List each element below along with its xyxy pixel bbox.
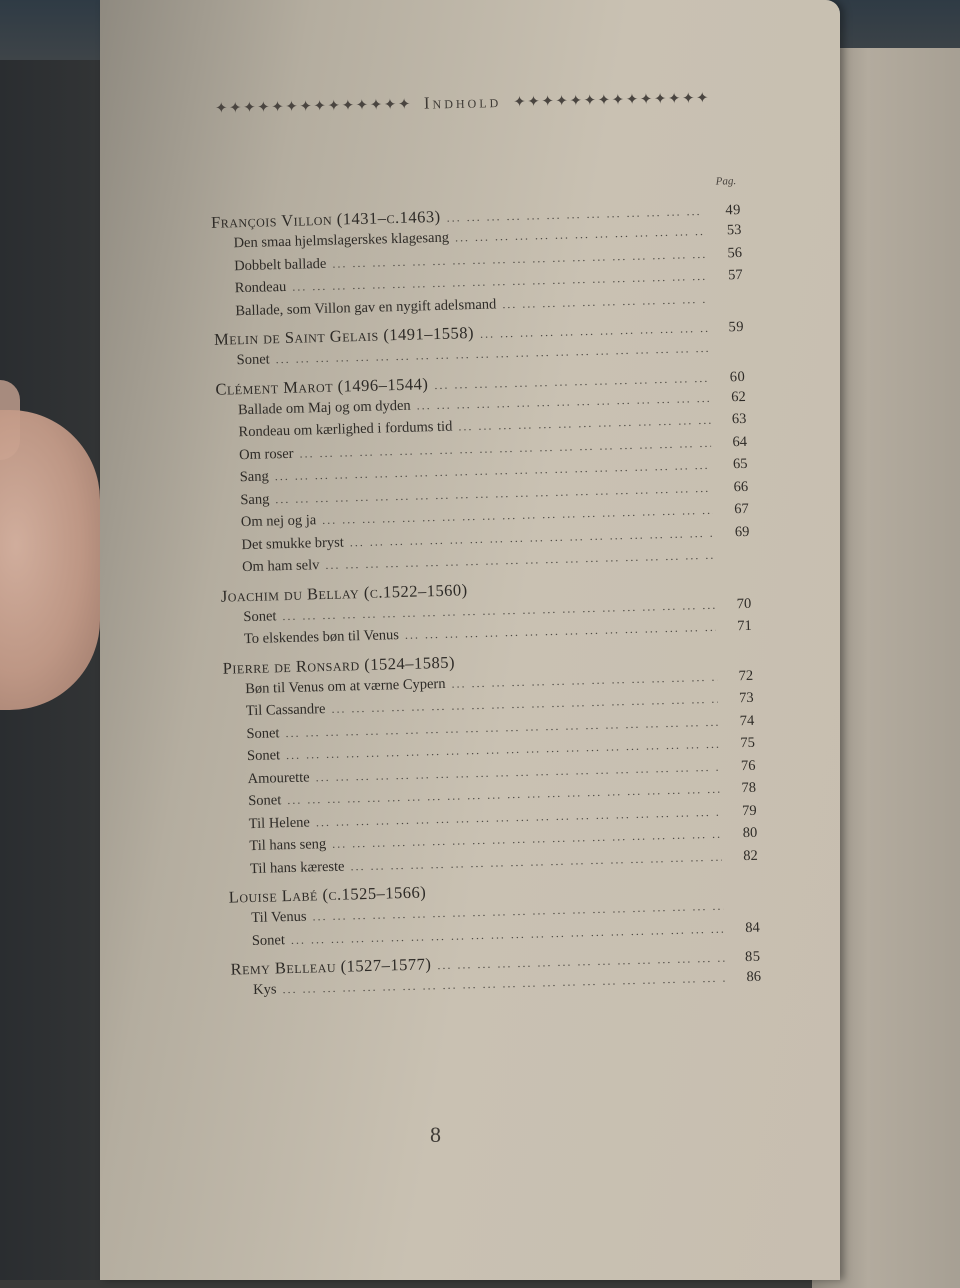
page-ref: 71 bbox=[737, 617, 753, 635]
poem-title: Til hans seng bbox=[249, 836, 327, 855]
page-ref: 60 bbox=[729, 368, 746, 385]
author-name: Pierre de Ronsard (1524–1585) bbox=[222, 652, 456, 678]
page-ref: 49 bbox=[725, 201, 742, 219]
dot-leader bbox=[446, 204, 705, 226]
poem-title: Sang bbox=[240, 490, 270, 508]
author-name: Joachim du Bellay (c.1522–1560) bbox=[220, 579, 468, 606]
page-ref bbox=[723, 659, 753, 660]
poem-title: Sonet bbox=[246, 747, 281, 765]
dot-leader bbox=[455, 660, 723, 667]
page-ref: 86 bbox=[746, 968, 762, 986]
dot-leader bbox=[480, 321, 708, 342]
page-ref: 64 bbox=[732, 433, 748, 450]
ornament-right-icon: ✦✦✦✦✦✦✦✦✦✦✦✦✦✦ bbox=[513, 88, 711, 111]
poem-title: Til Venus bbox=[251, 908, 307, 927]
page-ref: 57 bbox=[727, 266, 743, 284]
page-ref: 66 bbox=[733, 478, 749, 495]
page-ref: 80 bbox=[742, 824, 758, 842]
page-ref bbox=[713, 301, 743, 302]
page-ref: 69 bbox=[734, 523, 750, 540]
poem-title: Sonet bbox=[248, 792, 282, 810]
page-ref: 75 bbox=[740, 734, 756, 752]
page-ref: 63 bbox=[731, 410, 747, 428]
page-ref: 53 bbox=[726, 221, 742, 239]
author-name: Remy Belleau (1527–1577) bbox=[230, 954, 432, 979]
page-title: Indhold bbox=[423, 92, 502, 113]
poem-title: Sonet bbox=[243, 607, 277, 625]
poem-title: Dobbelt ballade bbox=[233, 255, 327, 274]
toc-rows bbox=[211, 199, 762, 1005]
dot-leader bbox=[426, 890, 728, 898]
page-ref bbox=[720, 558, 750, 559]
page-ref bbox=[715, 351, 745, 352]
poem-title: Bøn til Venus om at værne Cypern bbox=[245, 675, 446, 697]
poem-title: Rondeau om kærlighed i fordums tid bbox=[238, 418, 453, 441]
poem-title: Ballade om Maj og om dyden bbox=[237, 397, 411, 418]
page-ref: 73 bbox=[738, 689, 754, 707]
page-ref: 56 bbox=[727, 244, 743, 261]
page-ref: 76 bbox=[740, 757, 756, 774]
poem-title: Sonet bbox=[251, 931, 286, 949]
dot-leader bbox=[468, 588, 721, 595]
page-ref: 67 bbox=[734, 500, 749, 518]
poem-title: Om ham selv bbox=[241, 557, 320, 576]
dot-leader bbox=[502, 291, 707, 311]
poem-title: Rondeau bbox=[234, 278, 287, 297]
page-ref: 70 bbox=[736, 595, 752, 612]
poem-title: Den smaa hjelmslagerskes klagesang bbox=[233, 229, 450, 252]
poem-title: Sang bbox=[239, 468, 269, 486]
page-ref: 74 bbox=[739, 712, 755, 729]
author-name: François Villon (1431–c.1463) bbox=[210, 206, 441, 232]
dot-leader bbox=[434, 370, 709, 392]
page-ref: 78 bbox=[741, 779, 757, 797]
poem-title: Amourette bbox=[247, 768, 310, 787]
poem-title: Om roser bbox=[238, 445, 294, 463]
table-of-contents bbox=[210, 175, 761, 1005]
poem-title: Ballade, som Villon gav en nygift adelsmand bbox=[235, 295, 497, 319]
page-ref: 85 bbox=[744, 948, 761, 966]
page-ref: 82 bbox=[743, 847, 759, 864]
page-ref: 72 bbox=[738, 667, 754, 684]
ornament-left-icon: ✦✦✦✦✦✦✦✦✦✦✦✦✦✦ bbox=[214, 94, 413, 117]
poem-title: Sonet bbox=[246, 724, 280, 742]
page-ref bbox=[729, 909, 759, 910]
page-ref: 62 bbox=[731, 388, 747, 405]
page-ref: 65 bbox=[732, 455, 748, 473]
poem-title: Om nej og ja bbox=[240, 512, 317, 531]
page-ref: 59 bbox=[728, 318, 745, 336]
page-column-label: Pag. bbox=[715, 175, 737, 188]
poem-title: Kys bbox=[252, 981, 277, 999]
author-name: Melin de Saint Gelais (1491–1558) bbox=[213, 323, 475, 349]
page-ref bbox=[721, 587, 751, 588]
page-ref: 79 bbox=[741, 802, 757, 819]
poem-title: Til Helene bbox=[248, 813, 311, 832]
page-number: 8 bbox=[430, 1122, 441, 1147]
poem-title: Til Cassandre bbox=[245, 701, 326, 720]
page-ref bbox=[729, 889, 759, 890]
author-name: Clément Marot (1496–1544) bbox=[215, 373, 429, 399]
finger bbox=[0, 410, 100, 710]
poem-title: To elskendes bøn til Venus bbox=[243, 627, 400, 648]
page-ref: 84 bbox=[744, 919, 760, 936]
poem-title: Sonet bbox=[236, 351, 270, 369]
poem-title: Det smukke bryst bbox=[241, 534, 344, 553]
poem-title: Til hans kæreste bbox=[249, 858, 345, 877]
author-name: Louise Labé (c.1525–1566) bbox=[228, 882, 427, 907]
